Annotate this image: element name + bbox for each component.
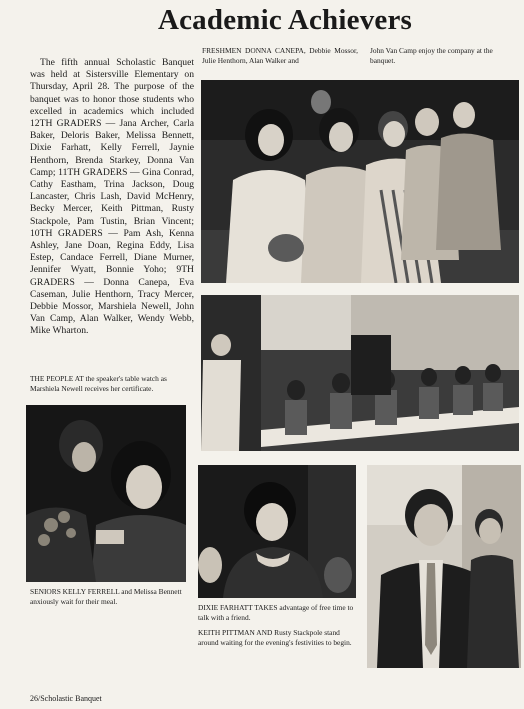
page-folio: 26/Scholastic Banquet [30,694,102,703]
caption-seniors: SENIORS KELLY FERRELL and Melissa Bennett anxiously wait for their meal. [30,587,182,606]
caption-dixie-farhatt: DIXIE FARHATT TAKES advantage of free time to talk with a friend. [198,603,354,622]
photo-freshmen-group [201,80,519,283]
photo-dixie-farhatt [198,465,356,598]
caption-freshmen-part2: John Van Camp enjoy the company at the banquet. [370,46,493,65]
article-body: The fifth annual Scholastic Banquet was held at Sistersville Elementary on Thursday, April 28. The purpose of the banquet was to honor those students who excelled in academics which included 12TH GRADERS — Jana Archer, Carla Baker, Deloris Baker, Melissa Bennett, Dixie Farhatt, Kelly Ferrell, Jaynie Henthorn, Brenda Starkey, Donna Van Camp; 11TH GRADERS — Gina Conrad, Cathy Eastham, Trina Jackson, Doug Lancaster, Chris Lash, David McHenry, Becky Mercer, Keith Pittman, Rusty Stackpole, Pam Tustin, Brian Vincent; 10TH GRADERS — Pam Ash, Kenna Ashley, Jane Doan, Regina Eddy, Lisa Estep, Candace Ferrell, Diane Murner, Jennifer Wyatt, Bonnie Yoho; 9TH GRADERS — Donna Canepa, Eva Caseman, Julie Henthorn, Tracy Mercer, Debbie Mossor, Marshiela Newell, John Van Camp, Alan Walker, Wendy Webb, Mike Wharton. [30,57,194,337]
photo-speakers-table [201,295,519,451]
photo-keith-and-rusty [367,465,521,668]
caption-keith-pittman: KEITH PITTMAN AND Rusty Stackpole stand around waiting for the evening's festivities to begin. [198,628,352,647]
caption-speakers-table: THE PEOPLE AT the speaker's table watch as Marshiela Newell receives her certificate. [30,374,167,393]
photo-seniors [26,405,186,582]
page-title: Academic Achievers [157,4,413,36]
caption-freshmen-part1: FRESHMEN DONNA CANEPA, Debbie Mossor, Julie Henthorn, Alan Walker and [202,46,358,65]
